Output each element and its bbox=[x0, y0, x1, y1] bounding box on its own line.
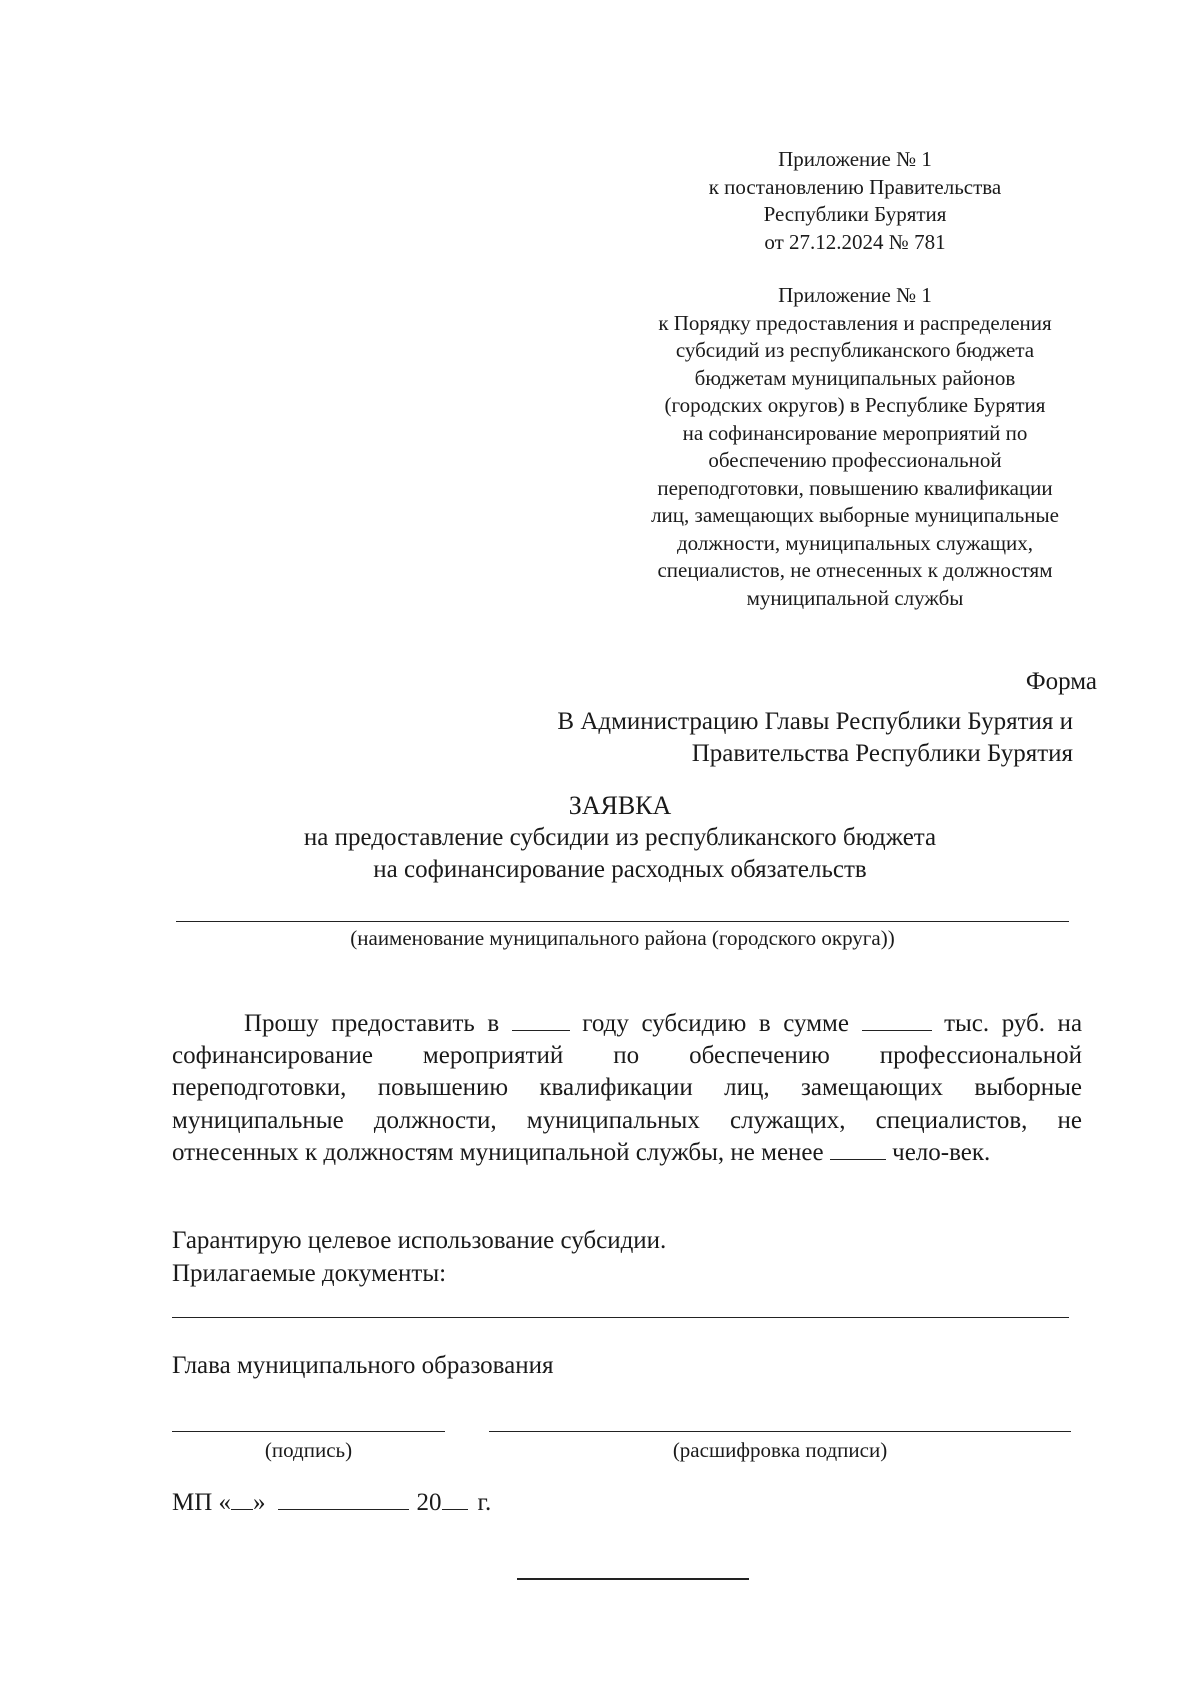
appendix-2-line: к Порядку предоставления и распределения bbox=[658, 310, 1052, 335]
signature-caption: (подпись) bbox=[264, 1438, 353, 1462]
month-blank-field[interactable] bbox=[278, 1487, 409, 1510]
request-paragraph bbox=[172, 1008, 1082, 1169]
head-title: Глава муниципального образования bbox=[172, 1352, 554, 1379]
signature-field[interactable] bbox=[172, 1431, 445, 1432]
appendix-1-line: Республики Бурятия bbox=[763, 202, 947, 226]
appendix-1-line: от 27.12.2024 № 781 bbox=[764, 229, 946, 254]
year-prefix: 20 bbox=[416, 1489, 442, 1516]
addressee-line-1: В Администрацию Главы Республики Бурятия и bbox=[557, 708, 1073, 735]
signature-decode-field[interactable] bbox=[489, 1431, 1071, 1432]
appendix-2-line: на софинансирование мероприятий по bbox=[682, 420, 1028, 445]
appendix-1-line: к постановлению Правительства bbox=[708, 174, 1002, 199]
guarantee-statement: Гарантирую целевое использование субсидии. bbox=[172, 1227, 667, 1254]
addressee bbox=[400, 706, 1073, 770]
amount-blank-field[interactable] bbox=[862, 1010, 932, 1031]
request-text-part-2: году субсидию в сумме bbox=[582, 1010, 849, 1037]
appendix-1-line: Приложение № 1 bbox=[778, 147, 932, 171]
addressee-line-2: Правительства Республики Бурятия bbox=[691, 740, 1073, 767]
request-text-part-1: Прошу предоставить в bbox=[244, 1010, 500, 1037]
appendix-2-line: лиц, замещающих выборные муниципальные bbox=[651, 503, 1059, 527]
appendix-1-header bbox=[620, 146, 1090, 256]
document-title-line-2: на предоставление субсидии из республиканского бюджета bbox=[303, 824, 937, 851]
day-blank-field[interactable] bbox=[231, 1487, 253, 1510]
document-title bbox=[170, 790, 1070, 886]
year-suffix: г. bbox=[477, 1489, 492, 1516]
document-title-line-3: на софинансирование расходных обязательств bbox=[373, 856, 867, 883]
form-label: Форма bbox=[1025, 668, 1097, 695]
municipality-name-field[interactable] bbox=[176, 921, 1069, 922]
municipality-caption: (наименование муниципального района (городского округа)) bbox=[350, 926, 895, 950]
appendix-2-line: Приложение № 1 bbox=[778, 283, 932, 307]
seal-label: МП « bbox=[172, 1489, 232, 1516]
appendix-2-line: переподготовки, повышению квалификации bbox=[657, 475, 1053, 500]
appendix-2-line: должности, муниципальных служащих, bbox=[676, 530, 1034, 555]
appendix-2-line: специалистов, не отнесенных к должностям bbox=[657, 558, 1053, 582]
appendix-2-line: (городских округов) в Республике Бурятия bbox=[664, 393, 1046, 417]
request-text-part-4: чело-век. bbox=[892, 1138, 991, 1166]
request-text-part-3: тыс. руб. на софинансирование мероприятий по обеспечению профессиональной переподготовки, повышению квалификации лиц, замещающих выборные муниципальные должности, муниципальных служащих, специалистов, не отнесенных к должностям муниципальной службы, не менее bbox=[172, 1010, 1083, 1166]
appendix-2-line: субсидий из республиканского бюджета bbox=[675, 338, 1035, 362]
quote-close: » bbox=[253, 1489, 266, 1516]
attached-documents-label: Прилагаемые документы: bbox=[172, 1260, 447, 1287]
appendix-2-line: обеспечению профессиональной bbox=[708, 448, 1002, 472]
year-blank-field[interactable] bbox=[512, 1010, 570, 1031]
date-line bbox=[172, 1487, 491, 1519]
appendix-2-line: муниципальной службы bbox=[746, 585, 964, 610]
year-suffix-blank-field[interactable] bbox=[442, 1487, 468, 1510]
appendix-2-line: бюджетам муниципальных районов bbox=[694, 365, 1016, 390]
people-count-blank-field[interactable] bbox=[830, 1139, 886, 1160]
document-title-main: ЗАЯВКА bbox=[568, 791, 672, 820]
end-of-form-divider bbox=[517, 1578, 749, 1580]
attached-documents-field[interactable] bbox=[172, 1317, 1069, 1318]
appendix-2-header bbox=[604, 282, 1106, 612]
signature-decode-caption: (расшифровка подписи) bbox=[672, 1438, 888, 1462]
